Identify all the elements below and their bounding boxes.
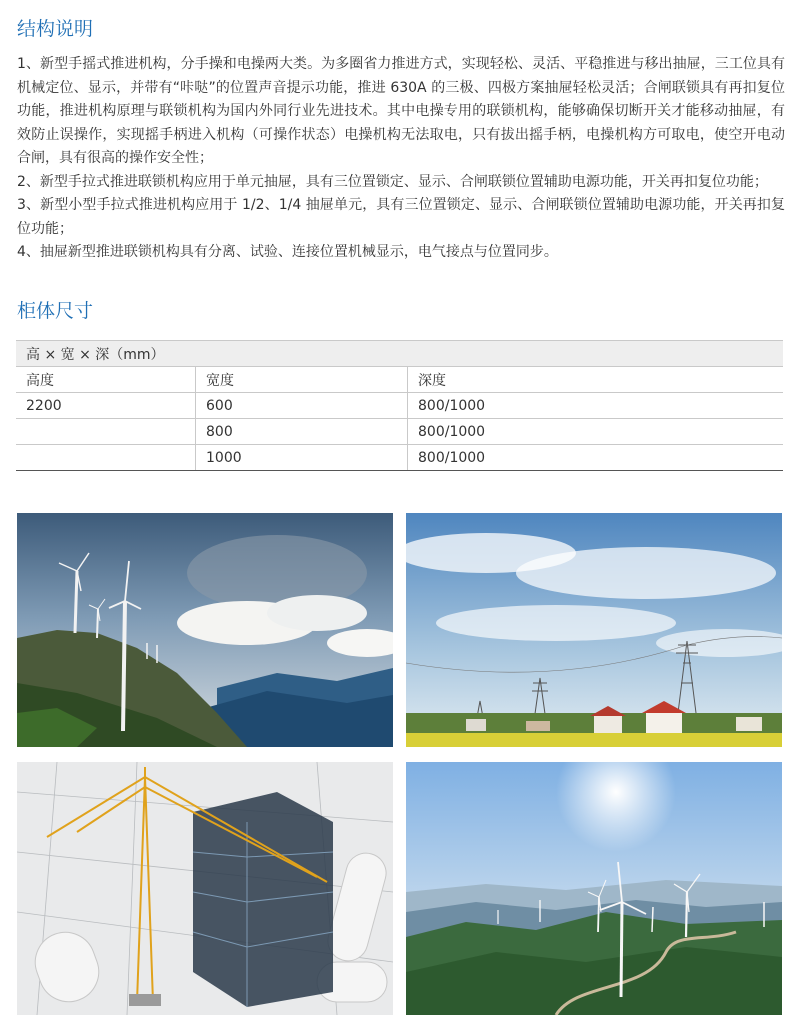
structure-section-title: 结构说明	[17, 18, 94, 40]
table-header-row	[16, 367, 783, 393]
cell-width: 1000	[196, 445, 408, 471]
cell-width: 800	[196, 419, 408, 445]
structure-paragraph-3: 3、新型小型手拉式推进机构应用于 1/2、1/4 抽屉单元，具有三位置锁定、显示、合闸联锁位置辅助电源功能，开关再扣复位功能；	[17, 197, 785, 237]
header-height: 高度	[16, 367, 196, 393]
header-width: 宽度	[196, 367, 408, 393]
cell-width: 600	[196, 393, 408, 419]
structure-paragraph-2: 2、新型手拉式推进联锁机构应用于单元抽屉，具有三位置锁定、显示、合闸联锁位置辅助电源功能，开关再扣复位功能；	[17, 173, 768, 190]
wind-farm-hills-photo	[406, 762, 782, 1015]
header-depth: 深度	[408, 367, 784, 393]
table-caption-row	[16, 341, 783, 367]
cell-height	[16, 419, 196, 445]
structure-paragraph-1: 1、新型手摇式推进机构，分手操和电操两大类。为多圈省力推进方式，实现轻松、灵活、平稳推进与移出抽屉，三工位具有机械定位、显示，并带有“咔哒”的位置声音提示功能，推进 630A 的三极、四极方案抽屉轻松灵活；合闸联锁具有再扣复位功能，推进机构原理与联锁机构为国内外同行业先进技术。其中电操专用的联锁机构，能够确保切断开关才能移动抽屉，有效防止误操作，实现摇手柄进入机构（可操作状态）电操机构无法取电，只有拔出摇手柄，电操机构方可取电，使空开电动合闸，具有很高的操作安全性；	[17, 56, 785, 166]
cell-height: 2200	[16, 393, 196, 419]
cell-depth: 800/1000	[408, 393, 784, 419]
cell-height	[16, 445, 196, 471]
structure-paragraph-4: 4、抽屉新型推进联锁机构具有分离、试验、连接位置机械显示，电气接点与位置同步。	[17, 244, 558, 260]
table-row	[16, 445, 783, 471]
crane-blueprint-photo	[17, 762, 393, 1015]
wind-turbine-mountain-photo	[17, 513, 393, 747]
table-row	[16, 393, 783, 419]
power-pylon-village-photo	[406, 513, 782, 747]
cell-depth: 800/1000	[408, 419, 784, 445]
cabinet-dimensions-table	[16, 340, 783, 471]
dimensions-section-title: 柜体尺寸	[17, 300, 94, 322]
structure-description	[17, 53, 785, 265]
cell-depth: 800/1000	[408, 445, 784, 471]
table-row	[16, 419, 783, 445]
table-caption: 高 × 宽 × 深（mm）	[16, 341, 783, 367]
